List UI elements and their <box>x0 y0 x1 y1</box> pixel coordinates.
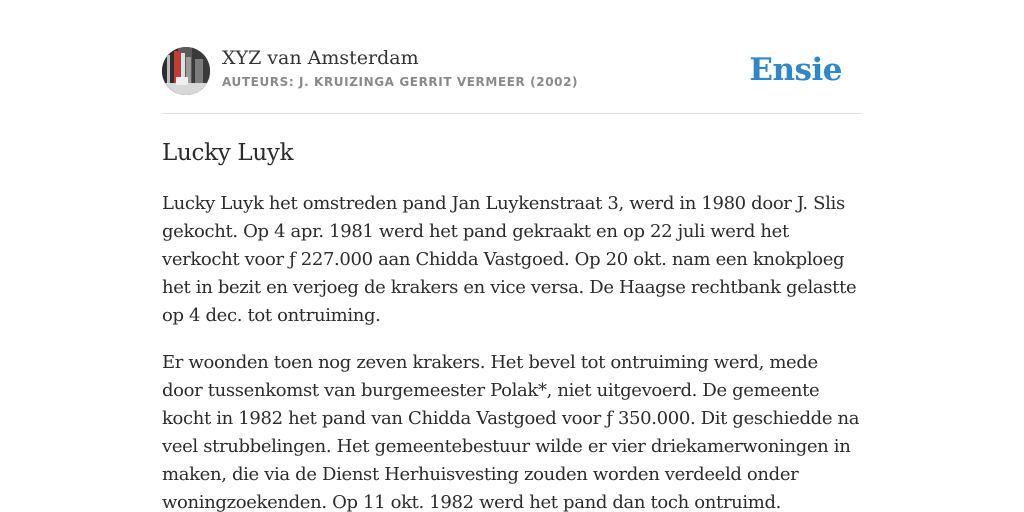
entry-paragraph: Lucky Luyk het omstreden pand Jan Luykenstraat 3, werd in 1980 door J. Slis gekocht. Op 4 apr. 1981 werd het pand gekraakt en op 22 juli werd het verkocht voor ƒ 227.000 aan Chidda Vastgoed. Op 20 okt. nam een knokploeg het in bezit en verjoeg de krakers en vice versa. De Haagse rechtbank gelastte op 4 dec. tot ontruiming. <box>162 193 857 326</box>
source-header <box>162 46 862 96</box>
source-avatar[interactable] <box>162 47 210 95</box>
entry-body <box>162 190 862 512</box>
entry-paragraph: Er woonden toen nog zeven krakers. Het bevel tot ontruiming werd, mede door tussenkomst van burgemeester Polak*, niet uitgevoerd. De gemeente kocht in 1982 het pand van Chidda Vastgoed voor ƒ 350.000. Dit geschiedde na veel strubbelingen. Het gemeentebestuur wilde er vier driekamerwoningen in maken, die via de Dienst Herhuisvesting zouden worden verdeeld onder woningzoekenden. Op 11 okt. 1982 werd het pand dan toch ontruimd. <box>162 352 860 512</box>
ensie-logo-link[interactable]: Ensie <box>749 52 842 88</box>
header-divider <box>162 113 862 114</box>
book-cover-thumbnail-icon <box>162 47 210 95</box>
entry-title: Lucky Luyk <box>162 140 294 166</box>
source-title-link[interactable]: XYZ van Amsterdam <box>222 47 419 69</box>
authors-line: AUTEURS: J. KRUIZINGA GERRIT VERMEER (2002) <box>222 75 579 89</box>
